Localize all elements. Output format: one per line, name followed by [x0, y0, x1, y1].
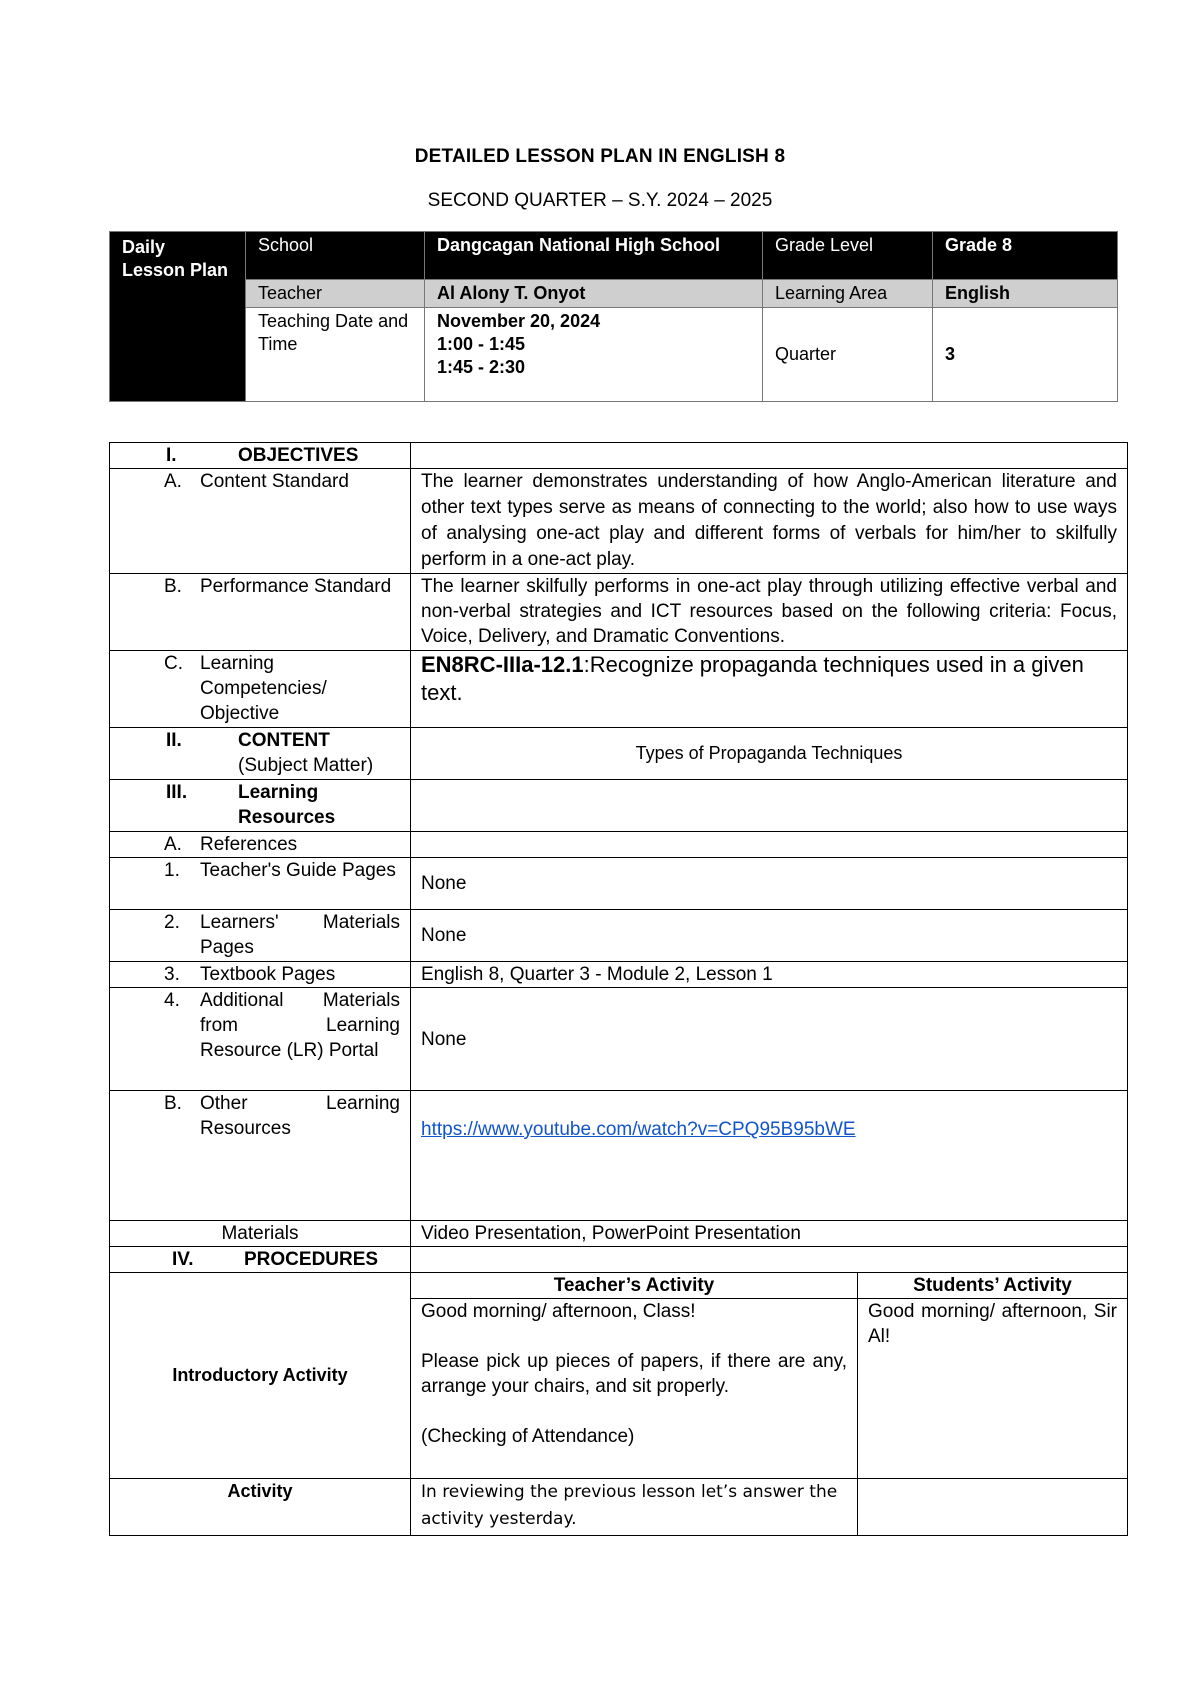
teachers-guide-label-cell: [110, 858, 411, 910]
objectives-num: I.: [166, 445, 177, 466]
teacher-value: Al Alony T. Onyot: [425, 280, 763, 308]
teaching-date-value: [425, 308, 763, 402]
textbook-label-cell: [110, 962, 411, 988]
procedures-label: PROCEDURES: [244, 1249, 379, 1270]
school-label: School: [246, 232, 425, 280]
teaching-date-label: Teaching Date and Time: [246, 308, 425, 402]
teacher-label: Teacher: [246, 280, 425, 308]
learners-materials-label-cell: [110, 910, 411, 962]
references-heading: [110, 832, 411, 858]
content-heading: [110, 728, 411, 780]
intro-activity-label: Introductory Activity: [110, 1273, 411, 1479]
references-label: References: [200, 834, 298, 855]
teaching-date: November 20, 2024: [437, 311, 601, 331]
lesson-plan-table: [109, 442, 1128, 1536]
intro-teacher-cell: [411, 1299, 858, 1479]
competency-label-cell: [110, 651, 411, 728]
materials-label: Materials: [110, 1221, 411, 1247]
performance-standard-label: Performance Standard: [200, 576, 392, 597]
objectives-label: OBJECTIVES: [238, 445, 359, 466]
learners-materials-value: None: [411, 910, 1128, 962]
activity-teacher-text: In reviewing the previous lesson let’s answer the activity yesterday.: [411, 1479, 858, 1536]
other-resources-label: Other Learning Resources: [200, 1093, 400, 1139]
materials-value: Video Presentation, PowerPoint Presentation: [411, 1221, 1128, 1247]
content-standard-label: Content Standard: [200, 471, 349, 492]
textbook-num: 3.: [164, 964, 180, 985]
competency-text: :Recognize propaganda techniques used in a given text.: [421, 652, 1084, 705]
youtube-link[interactable]: https://www.youtube.com/watch?v=CPQ95B95bWE: [421, 1119, 856, 1140]
content-label: CONTENT: [238, 730, 330, 751]
teachers-guide-label: Teacher's Guide Pages: [200, 860, 396, 881]
intro-teacher-attendance: (Checking of Attendance): [421, 1426, 635, 1447]
school-value: Dangcagan National High School: [425, 232, 763, 280]
document-subtitle: SECOND QUARTER – S.Y. 2024 – 2025: [427, 190, 773, 211]
additional-materials-label-cell: [110, 988, 411, 1091]
procedures-heading: [110, 1247, 411, 1273]
learning-area-label: Learning Area: [763, 280, 933, 308]
document-title: DETAILED LESSON PLAN IN ENGLISH 8: [414, 146, 786, 167]
activity-student-cell: [858, 1479, 1128, 1536]
resources-num: III.: [166, 782, 188, 803]
grade-level-value: Grade 8: [933, 232, 1118, 280]
content-num: II.: [166, 730, 182, 751]
other-resources-cell: [411, 1091, 1128, 1221]
content-standard-text: The learner demonstrates understanding of how Anglo-American literature and other text types serve as means of connecting to the world; also how to use ways of analysing one-act play and different forms of verbals for him/her to skilfully perform in a one-act play.: [411, 469, 1128, 574]
textbook-label: Textbook Pages: [200, 964, 336, 985]
objectives-heading: [110, 443, 411, 469]
resources-heading: [110, 780, 411, 832]
teachers-guide-num: 1.: [164, 860, 180, 881]
content-standard-num: A.: [164, 471, 182, 492]
teachers-guide-value: None: [411, 858, 1128, 910]
teacher-activity-header: Teacher’s Activity: [411, 1273, 858, 1299]
other-resources-label-cell: [110, 1091, 411, 1221]
resources-label: Learning Resources: [238, 782, 336, 828]
quarter-label: Quarter: [763, 308, 933, 402]
learners-materials-num: 2.: [164, 912, 180, 933]
learning-area-value: English: [933, 280, 1118, 308]
additional-materials-num: 4.: [164, 990, 180, 1011]
intro-student-greeting: Good morning/ afternoon, Sir Al!: [868, 1301, 1117, 1347]
teaching-time-2: 1:45 - 2:30: [437, 357, 526, 377]
grade-level-label: Grade Level: [763, 232, 933, 280]
additional-materials-label: Additional Materials from Learning Resource (LR) Portal: [200, 990, 400, 1061]
intro-teacher-instruction: Please pick up pieces of papers, if there are any, arrange your chairs, and sit properly.: [421, 1351, 847, 1397]
content-value: Types of Propaganda Techniques: [411, 728, 1128, 780]
competency-num: C.: [164, 653, 183, 674]
competency-label: Learning Competencies/ Objective: [200, 653, 327, 724]
student-activity-header: Students’ Activity: [858, 1273, 1128, 1299]
intro-student-cell: [858, 1299, 1128, 1479]
procedures-num: IV.: [172, 1249, 194, 1270]
performance-standard-num: B.: [164, 576, 182, 597]
additional-materials-value: None: [411, 988, 1128, 1091]
other-resources-num: B.: [164, 1093, 182, 1114]
performance-standard-text: The learner skilfully performs in one-act play through utilizing effective verbal and non-verbal strategies and ICT resources based on the following criteria: Focus, Voice, Delivery, and Dramatic Conventions.: [411, 574, 1128, 651]
quarter-value: 3: [933, 308, 1118, 402]
performance-standard-label-cell: [110, 574, 411, 651]
lesson-header-table: [109, 231, 1118, 402]
learners-materials-label: Learners' Materials Pages: [200, 912, 400, 958]
references-num: A.: [164, 834, 182, 855]
dlp-label: Daily Lesson Plan: [110, 232, 246, 402]
content-sub: (Subject Matter): [238, 755, 374, 776]
competency-code: EN8RC-IIIa-12.1: [421, 652, 584, 677]
content-standard-label-cell: [110, 469, 411, 574]
intro-teacher-greeting: Good morning/ afternoon, Class!: [421, 1301, 696, 1322]
textbook-value: English 8, Quarter 3 - Module 2, Lesson 1: [411, 962, 1128, 988]
activity-label: Activity: [110, 1479, 411, 1536]
teaching-time-1: 1:00 - 1:45: [437, 334, 526, 354]
competency-text-cell: [411, 651, 1128, 728]
